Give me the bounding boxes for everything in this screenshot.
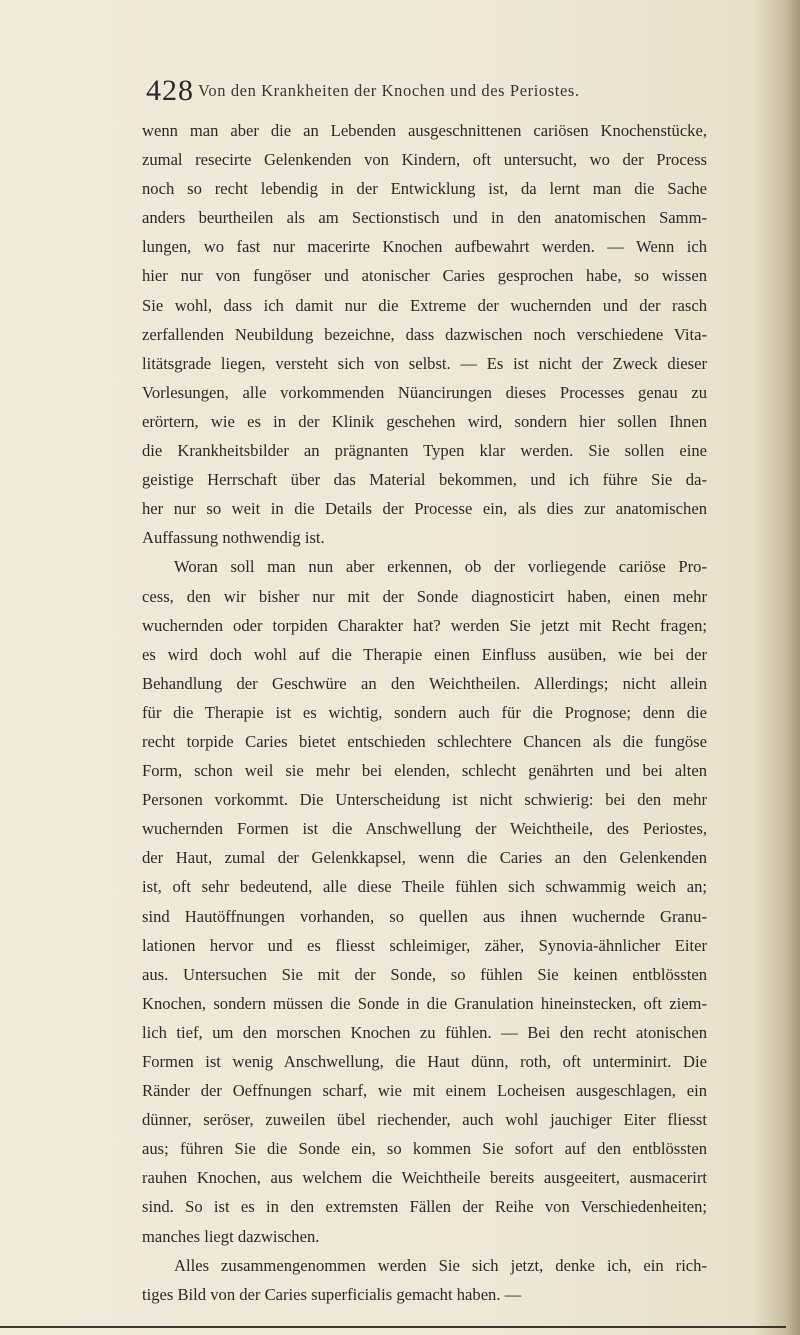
text-line: Personen vorkommt. Die Unterscheidung ist nicht schwierig: bei den mehr — [142, 790, 707, 810]
text-line: tiges Bild von der Caries superficialis gemacht haben. — — [142, 1284, 522, 1304]
text-line: wenn man aber die an Lebenden ausgeschnittenen cariösen Knochenstücke, — [142, 121, 707, 140]
text-line: die Krankheitsbilder an prägnanten Typen klar werden. Sie sollen eine — [142, 441, 707, 461]
text-line: zerfallenden Neubildung bezeichne, dass dazwischen noch verschiedene Vita- — [142, 324, 707, 344]
text-line: Ränder der Oeffnungen scharf, wie mit einem Locheisen ausgeschlagen, ein — [142, 1081, 707, 1101]
text-line: rauhen Knochen, aus welchem die Weichtheile bereits ausgeeitert, ausmacerirt — [142, 1168, 707, 1188]
text-line: erörtern, wie es in der Klinik geschehen wird, sondern hier sollen Ihnen — [142, 411, 707, 431]
text-line: litätsgrade liegen, versteht sich von selbst. — Es ist nicht der Zweck dieser — [142, 353, 707, 373]
text-line: es wird doch wohl auf die Therapie einen Einfluss ausüben, wie bei der — [142, 644, 707, 664]
text-line: Alles zusammengenommen werden Sie sich jetzt, denke ich, ein rich- — [174, 1255, 707, 1275]
text-line: Vorlesungen, alle vorkommenden Nüancirungen dieses Processes genau zu — [142, 382, 707, 402]
text-line: dünner, seröser, zuweilen übel riechender, auch wohl jauchiger Eiter fliesst — [142, 1110, 707, 1130]
text-line: Behandlung der Geschwüre an den Weichtheilen. Allerdings; nicht allein — [142, 673, 707, 693]
text-line: lungen, wo fast nur macerirte Knochen aufbewahrt werden. — Wenn ich — [142, 237, 707, 257]
text-line: anders beurtheilen als am Sectionstisch und in den anatomischen Samm- — [142, 208, 707, 228]
text-line: ist, oft sehr bedeutend, alle diese Theile fühlen sich schwammig weich an; — [142, 877, 707, 897]
text-line: aus. Untersuchen Sie mit der Sonde, so fühlen Sie keinen entblössten — [142, 964, 707, 984]
page-edge-shadow — [786, 0, 800, 1335]
page-number: 428 — [146, 74, 194, 107]
text-line: Woran soll man nun aber erkennen, ob der vorliegende cariöse Pro- — [174, 557, 707, 577]
text-line: lich tief, um den morschen Knochen zu fühlen. — Bei den recht atonischen — [142, 1022, 707, 1042]
text-line: aus; führen Sie die Sonde ein, so kommen Sie sofort auf den entblössten — [142, 1139, 707, 1159]
text-line: Form, schon weil sie mehr bei elenden, schlecht genährten und bei alten — [142, 761, 707, 781]
text-line: zumal resecirte Gelenkenden von Kindern, oft untersucht, wo der Process — [142, 150, 707, 170]
body-text — [142, 116, 707, 1309]
text-line: noch so recht lebendig in der Entwicklung ist, da lernt man die Sache — [142, 179, 707, 199]
text-line: für die Therapie ist es wichtig, sondern auch für die Prognose; denn die — [142, 702, 707, 722]
page-header — [146, 74, 706, 108]
text-line: Formen ist wenig Anschwellung, die Haut dünn, roth, oft unterminirt. Die — [142, 1052, 707, 1071]
text-line: Sie wohl, dass ich damit nur die Extreme der wuchernden und der rasch — [142, 295, 707, 315]
text-line: sind. So ist es in den extremsten Fällen der Reihe von Verschiedenheiten; — [142, 1197, 707, 1217]
text-line: Auffassung nothwendig ist. — [142, 528, 325, 548]
text-line: wuchernden oder torpiden Charakter hat? werden Sie jetzt mit Recht fragen; — [142, 615, 707, 635]
text-line: Knochen, sondern müssen die Sonde in die Granulation hineinstecken, oft ziem- — [142, 993, 707, 1013]
text-line: sind Hautöffnungen vorhanden, so quellen aus ihnen wuchernde Granu- — [142, 906, 707, 926]
running-head: Von den Krankheiten der Knochen und des Periostes. — [198, 81, 580, 100]
text-line: hier nur von fungöser und atonischer Caries gesprochen habe, so wissen — [142, 266, 707, 286]
text-line: manches liegt dazwischen. — [142, 1226, 320, 1246]
text-line: cess, den wir bisher nur mit der Sonde diagnosticirt haben, einen mehr — [142, 586, 707, 606]
text-line: der Haut, zumal der Gelenkkapsel, wenn die Caries an den Gelenkenden — [142, 848, 707, 868]
text-line: lationen hervor und es fliesst schleimiger, zäher, Synovia-ähnlicher Eiter — [142, 935, 707, 955]
text-line: geistige Herrschaft über das Material bekommen, und ich führe Sie da- — [142, 470, 707, 490]
text-line: wuchernden Formen ist die Anschwellung der Weichtheile, des Periostes, — [142, 819, 707, 839]
text-line: her nur so weit in die Details der Processe ein, als dies zur anatomischen — [142, 499, 707, 519]
text-line: recht torpide Caries bietet entschieden schlechtere Chancen als die fungöse — [142, 731, 707, 751]
bottom-rule — [0, 1326, 786, 1328]
